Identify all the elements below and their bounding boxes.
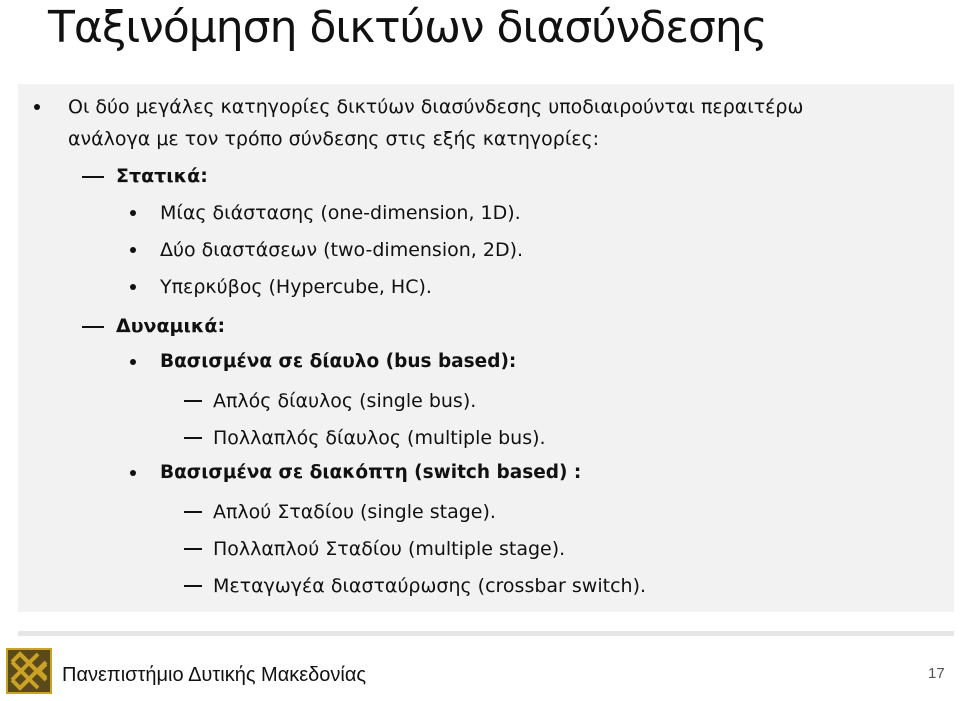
dash-icon [184,585,202,587]
switch-item-single-stage: Απλού Σταδίου (single stage). [213,501,496,523]
dash-icon [184,437,202,439]
bullet-icon [34,104,40,110]
bus-item-multiple: Πολλαπλός δίαυλος (multiple bus). [213,427,546,449]
university-knot-logo-icon [4,646,54,701]
footer-separator [18,631,954,636]
intro-text-line1: Οι δύο μεγάλες κατηγορίες δικτύων διασύνδεσης υποδιαιρούνται περαιτέρω [68,96,804,118]
dash-icon [82,176,104,178]
dash-icon [184,548,202,550]
bus-based-heading: Βασισμένα σε δίαυλο (bus based): [160,351,517,372]
static-heading: Στατικά: [116,165,208,187]
switch-item-crossbar: Μεταγωγέα διασταύρωσης (crossbar switch). [213,575,647,597]
bus-item-single: Απλός δίαυλος (single bus). [213,390,477,412]
switch-item-multiple-stage: Πολλαπλού Σταδίου (multiple stage). [213,538,566,560]
bullet-icon [130,210,136,216]
static-item-hc: Υπερκύβος (Hypercube, HC). [160,276,432,298]
slide-title: Ταξινόμηση δικτύων διασύνδεσης [48,2,767,53]
dynamic-heading: Δυναμικά: [116,315,226,337]
page-number: 17 [928,665,945,682]
footer-university-name: Πανεπιστήμιο Δυτικής Μακεδονίας [62,664,367,686]
bullet-icon [130,247,136,253]
bullet-icon [130,284,136,290]
static-item-1d: Μίας διάστασης (one-dimension, 1D). [160,202,521,224]
switch-based-heading: Βασισμένα σε διακόπτη (switch based) : [160,462,582,483]
dash-icon [82,326,104,328]
dash-icon [184,400,202,402]
dash-icon [184,511,202,513]
bullet-icon [130,470,136,476]
bullet-icon [130,359,136,365]
static-item-2d: Δύο διαστάσεων (two-dimension, 2D). [160,239,524,261]
intro-text-line2: ανάλογα με τον τρόπο σύνδεσης στις εξής κατηγορίες: [68,128,600,150]
